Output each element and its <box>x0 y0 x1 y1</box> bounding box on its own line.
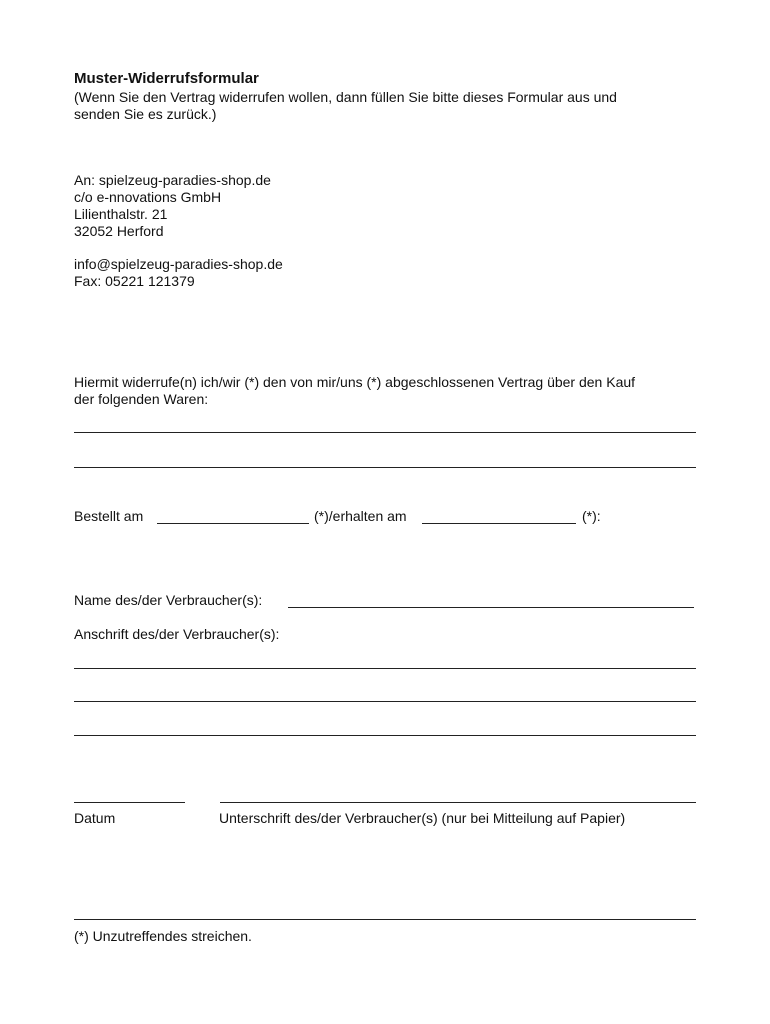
recipient-line-1: An: spielzeug-paradies-shop.de <box>74 172 271 188</box>
signature-label: Unterschrift des/der Verbraucher(s) (nur bei Mitteilung auf Papier) <box>219 810 626 826</box>
consumer-address-label: Anschrift des/der Verbraucher(s): <box>74 626 280 642</box>
recipient-street: Lilienthalstr. 21 <box>74 206 168 222</box>
form-title: Muster-Widerrufsformular <box>74 70 259 87</box>
goods-line-2[interactable] <box>74 467 696 468</box>
order-suffix: (*): <box>582 508 601 524</box>
signature-line[interactable] <box>220 802 696 803</box>
address-line-1[interactable] <box>74 668 696 669</box>
address-line-2[interactable] <box>74 701 696 702</box>
footnote: (*) Unzutreffendes streichen. <box>74 928 252 944</box>
date-line[interactable] <box>74 802 185 803</box>
ordered-label: Bestellt am <box>74 508 144 524</box>
declaration-line-2: der folgenden Waren: <box>74 391 209 407</box>
received-label: (*)/erhalten am <box>314 508 407 524</box>
recipient-line-2: c/o e-nnovations GmbH <box>74 189 222 205</box>
received-date-line[interactable] <box>422 523 576 524</box>
form-intro-line-2: senden Sie es zurück.) <box>74 106 217 122</box>
consumer-name-line[interactable] <box>288 607 694 608</box>
footnote-divider <box>74 919 696 920</box>
goods-line-1[interactable] <box>74 432 696 433</box>
declaration-line-1: Hiermit widerrufe(n) ich/wir (*) den von mir/uns (*) abgeschlossenen Vertrag über den Kauf <box>74 374 636 390</box>
consumer-name-label: Name des/der Verbraucher(s): <box>74 592 263 608</box>
address-line-3[interactable] <box>74 735 696 736</box>
recipient-city: 32052 Herford <box>74 223 164 239</box>
recipient-email: info@spielzeug-paradies-shop.de <box>74 256 283 272</box>
date-label: Datum <box>74 810 116 826</box>
form-intro-line-1: (Wenn Sie den Vertrag widerrufen wollen, dann füllen Sie bitte dieses Formular aus und <box>74 89 617 105</box>
ordered-date-line[interactable] <box>157 523 309 524</box>
recipient-fax: Fax: 05221 121379 <box>74 273 195 289</box>
